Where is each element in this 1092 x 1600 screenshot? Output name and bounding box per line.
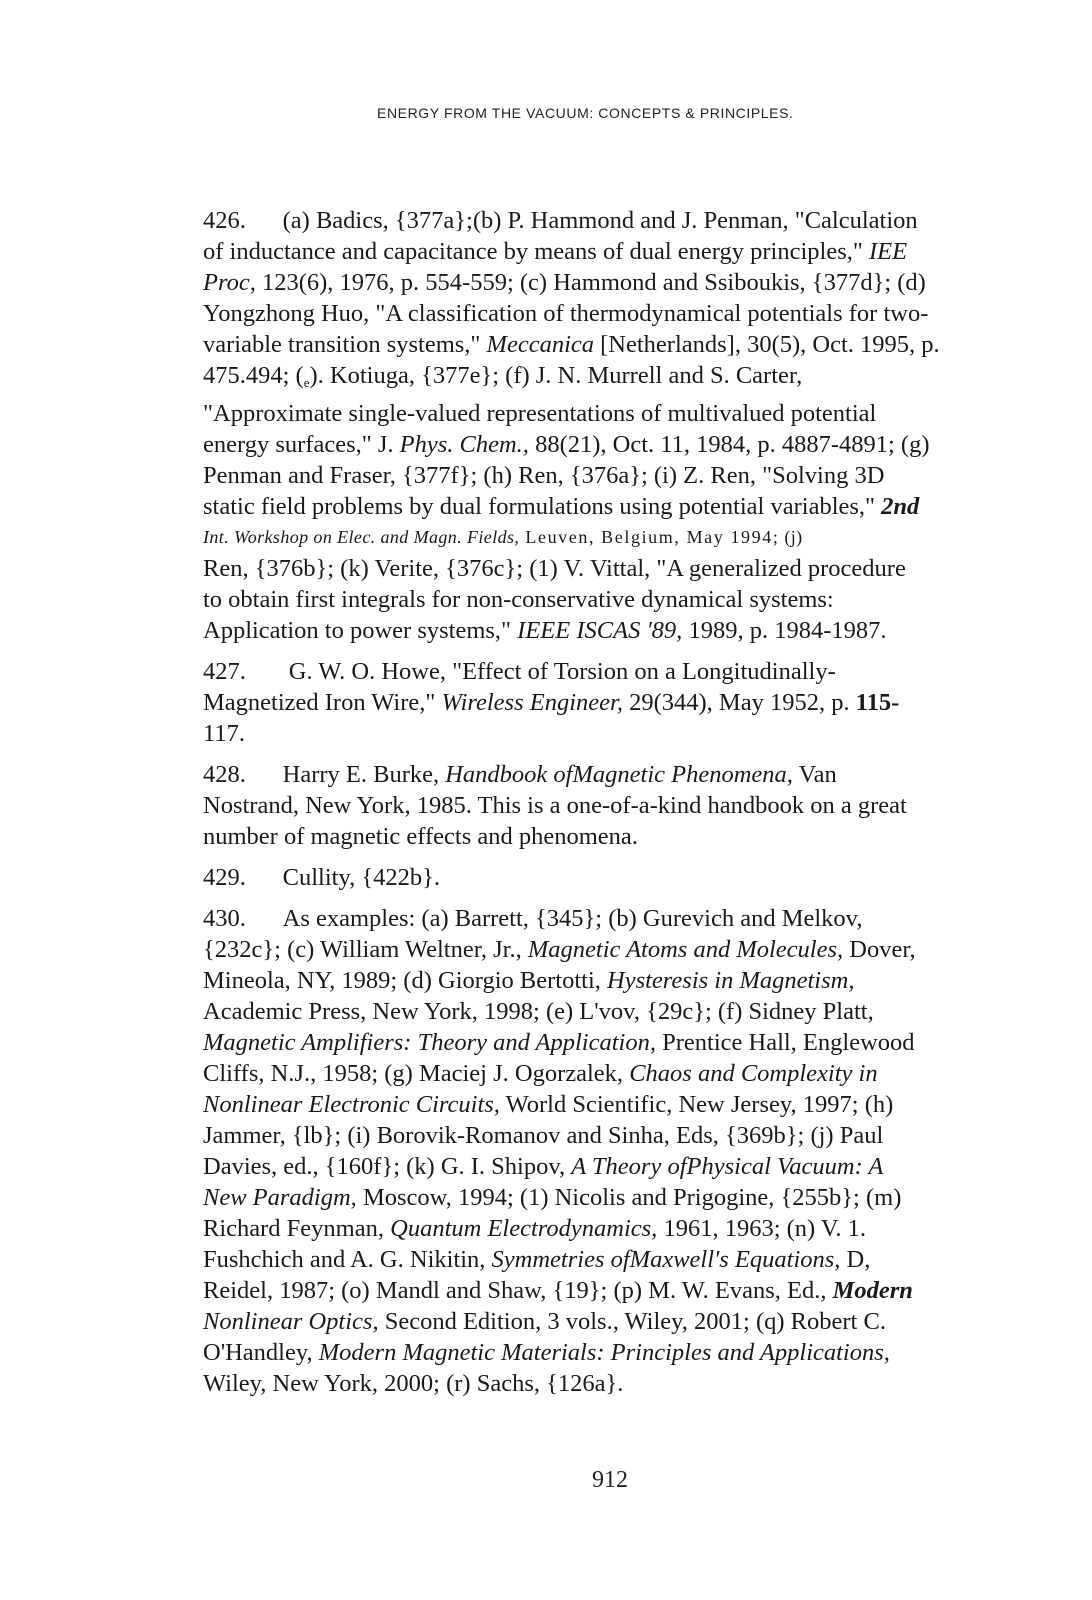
reference-title: Nonlinear Electronic Circuits, — [203, 1091, 500, 1118]
reference-text: Penman and Fraser, {377f}; (h) Ren, {376a}; (i) Z. Ren, "Solving 3D — [203, 462, 885, 489]
reference-text: Fushchich and A. G. Nikitin, — [203, 1246, 492, 1273]
reference-number: 426. — [203, 207, 246, 234]
reference-title: IEEE ISCAS '89, — [517, 617, 683, 644]
reference-text: 1989, p. 1984-1987. — [682, 617, 887, 644]
reference-title: Handbook ofMagnetic Phenomena, — [445, 761, 793, 788]
reference-title: Magnetic Atoms and Molecules, — [527, 936, 844, 963]
reference-430 — [203, 903, 1043, 1399]
reference-text: ). Kotiuga, {377e}; (f) J. N. Murrell and S. Carter, — [309, 362, 803, 389]
reference-text: Cullity, {422b}. — [282, 864, 440, 891]
reference-text: Academic Press, New York, 1998; (e) L'vov, {29c}; (f) Sidney Platt, — [203, 998, 874, 1025]
reference-text: energy surfaces," J. — [203, 431, 400, 458]
reference-title: IEE — [869, 238, 908, 265]
reference-text: Prentice Hall, Englewood — [655, 1029, 915, 1056]
reference-text: to obtain first integrals for non-conservative dynamical systems: — [203, 586, 834, 613]
reference-text: [Netherlands], 30(5), Oct. 1995, p. — [594, 331, 940, 358]
reference-427 — [203, 656, 1043, 749]
page-range-bold: 115- — [855, 689, 900, 716]
reference-text: Magnetized Iron Wire," — [203, 689, 442, 716]
reference-number: 429. — [203, 864, 246, 891]
reference-text: 88(21), Oct. 11, 1984, p. 4887-4891; (g) — [528, 431, 930, 458]
reference-text: 1961, 1963; (n) V. 1. — [657, 1215, 867, 1242]
reference-title: Chaos and Complexity in — [629, 1060, 878, 1087]
reference-text: Ren, {376b}; (k) Verite, {376c}; (1) V. Vittal, "A generalized procedure — [203, 555, 906, 582]
reference-text: Richard Feynman, — [203, 1215, 391, 1242]
reference-title: Modern — [832, 1277, 913, 1304]
reference-text: Van — [792, 761, 837, 788]
reference-426 — [203, 205, 1043, 646]
references-list — [203, 205, 1043, 1399]
reference-text: World Scientific, New Jersey, 1997; (h) — [499, 1091, 894, 1118]
reference-text: Leuven, Belgium, May 1994; — [519, 527, 780, 547]
reference-title: Symmetries ofMaxwell's Equations, — [491, 1246, 841, 1273]
reference-text: As examples: (a) Barrett, {345}; (b) Gurevich and Melkov, — [282, 905, 863, 932]
reference-text: Dover, — [843, 936, 916, 963]
reference-429 — [203, 862, 1043, 893]
reference-text: {232c}; (c) William Weltner, Jr., — [203, 936, 528, 963]
reference-title: Meccanica — [486, 331, 595, 358]
reference-number: 428. — [203, 761, 246, 788]
reference-text: 29(344), May 1952, p. — [622, 689, 856, 716]
reference-title: Wireless Engineer, — [441, 689, 623, 716]
reference-text: Reidel, 1987; (o) Mandl and Shaw, {19}; (p) M. W. Evans, Ed., — [203, 1277, 833, 1304]
reference-title: Modern Magnetic Materials: Principles and Applications, — [318, 1339, 890, 1366]
reference-text: Harry E. Burke, — [282, 761, 446, 788]
reference-title: Nonlinear Optics, — [203, 1308, 379, 1335]
reference-text: Cliffs, N.J., 1958; (g) Maciej J. Ogorzalek, — [203, 1060, 630, 1087]
reference-text: (a) Badics, {377a};(b) P. Hammond and J. Penman, "Calculation — [282, 207, 918, 234]
reference-text: 123(6), 1976, p. 554-559; (c) Hammond and Ssiboukis, {377d}; (d) — [255, 269, 926, 296]
reference-text: O'Handley, — [203, 1339, 319, 1366]
reference-title: A Theory ofPhysical Vacuum: A — [571, 1153, 884, 1180]
reference-title: Hysteresis in Magnetism, — [607, 967, 855, 994]
reference-title: Proc, — [203, 269, 256, 296]
reference-title: Int. Workshop on Elec. and Magn. Fields, — [203, 527, 520, 547]
reference-title: Quantum Electrodynamics, — [390, 1215, 658, 1242]
reference-text: Moscow, 1994; (1) Nicolis and Prigogine, {255b}; (m) — [356, 1184, 902, 1211]
running-header: ENERGY FROM THE VACUUM: CONCEPTS & PRINCIPLES. — [377, 105, 794, 121]
page-number: 912 — [592, 1467, 628, 1493]
reference-title: 2nd — [881, 493, 920, 520]
reference-text: Yongzhong Huo, "A classification of thermodynamical potentials for two- — [203, 300, 929, 327]
reference-text: (j) — [779, 527, 803, 547]
reference-number: 427. — [203, 658, 246, 685]
reference-text: D, — [840, 1246, 871, 1273]
reference-text: of inductance and capacitance by means of dual energy principles," — [203, 238, 870, 265]
reference-text: Jammer, {lb}; (i) Borovik-Romanov and Sinha, Eds, {369b}; (j) Paul — [203, 1122, 884, 1149]
reference-text: variable transition systems," — [203, 331, 487, 358]
reference-title: Magnetic Amplifiers: Theory and Application, — [203, 1029, 656, 1056]
reference-text: Mineola, NY, 1989; (d) Giorgio Bertotti, — [203, 967, 607, 994]
reference-text: Nostrand, New York, 1985. This is a one-of-a-kind handbook on a great — [203, 792, 907, 819]
reference-title: Phys. Chem., — [399, 431, 529, 458]
reference-428 — [203, 759, 1043, 852]
reference-text: number of magnetic effects and phenomena. — [203, 823, 638, 850]
reference-text: Application to power systems," — [203, 617, 518, 644]
reference-text: 117. — [203, 720, 245, 747]
subscript-letter: e — [303, 375, 310, 390]
reference-text: static field problems by dual formulations using potential variables," — [203, 493, 882, 520]
reference-number: 430. — [203, 905, 246, 932]
reference-text: "Approximate single-valued representations of multivalued potential — [203, 400, 877, 427]
reference-text: Davies, ed., {160f}; (k) G. I. Shipov, — [203, 1153, 572, 1180]
reference-title: New Paradigm, — [203, 1184, 357, 1211]
reference-text: 475.494; ( — [203, 362, 304, 389]
reference-text: Second Edition, 3 vols., Wiley, 2001; (q) Robert C. — [378, 1308, 886, 1335]
reference-text: G. W. O. Howe, "Effect of Torsion on a Longitudinally- — [288, 658, 836, 685]
reference-text: Wiley, New York, 2000; (r) Sachs, {126a}. — [203, 1370, 624, 1397]
